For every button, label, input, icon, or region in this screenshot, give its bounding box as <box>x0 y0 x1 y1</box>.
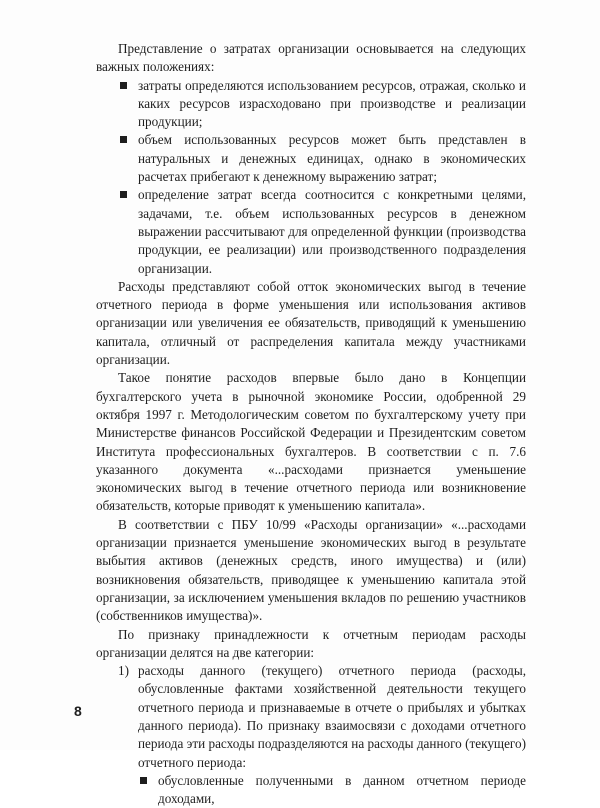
list-item: затраты определяются использованием ресурсов, отражая, сколько и каких ресурсов израсходовано при производстве и реализации продукции; <box>118 77 526 132</box>
page-number: 8 <box>74 703 82 719</box>
paragraph: Такое понятие расходов впервые было дано в Концепции бухгалтерского учета в рыночной экономике России, одобренной 29 октября 1997 г. Методологическим советом по бухгалтерскому учету при Министерстве финансов Российской Федерации и Президентским советом Института профессиональных бухгалтеров. В соответствии с п. 7.6 указанного документа «...расходами признается уменьшение экономических выгод в течение отчетного периода или возникновение обязательств, которые приводят к уменьшению капитала». <box>96 370 526 514</box>
list-item: обусловленные полученными в данном отчетном периоде доходами, <box>138 772 526 808</box>
cost-principles-list <box>96 77 526 278</box>
category-number: 1) <box>118 663 129 679</box>
paragraph: Представление о затратах организации основывается на следующих важных положениях: <box>96 41 526 75</box>
list-item: определение затрат всегда соотносится с конкретными целями, задачами, т.е. объем использованных ресурсов в денежном выражении рассчитывают для определенной функции (производства продукции, ее реализации) или производственного подразделения организации. <box>118 186 526 277</box>
paragraph: В соответствии с ПБУ 10/99 «Расходы организации» «...расходами организации признается уменьшение экономических выгод в результате выбытия активов (денежных средств, иного имущества) и (или) возникновения обязательств, приводящее к уменьшению капитала этой организации, за исключением уменьшения вкладов по решению участников (собственников имущества)». <box>96 516 526 624</box>
expense-categories-list <box>96 662 526 808</box>
category-item <box>118 662 526 808</box>
category-sublist <box>138 772 526 808</box>
paragraph: Расходы представляют собой отток экономических выгод в течение отчетного периода в форме уменьшения или использования активов организации или увеличения ее обязательств, приводящий к уменьшению капитала, отличный от распределения капитала между участниками организации. <box>96 278 526 368</box>
category-text: расходы данного (текущего) отчетного периода (расходы, обусловленные фактами хозяйственной деятельности текущего отчетного периода и признаваемые в отчете о прибылях и убытках данного периода). По признаку взаимосвязи с доходами отчетного периода эти расходы подразделяются на расходы данного (текущего) отчетного периода: <box>138 663 526 770</box>
list-item: объем использованных ресурсов может быть представлен в натуральных и денежных единицах, однако в экономических расчетах прибегают к денежному выражению затрат; <box>118 131 526 186</box>
paragraph: По признаку принадлежности к отчетным периодам расходы организации делятся на две категории: <box>96 626 526 660</box>
page-text <box>96 40 526 808</box>
